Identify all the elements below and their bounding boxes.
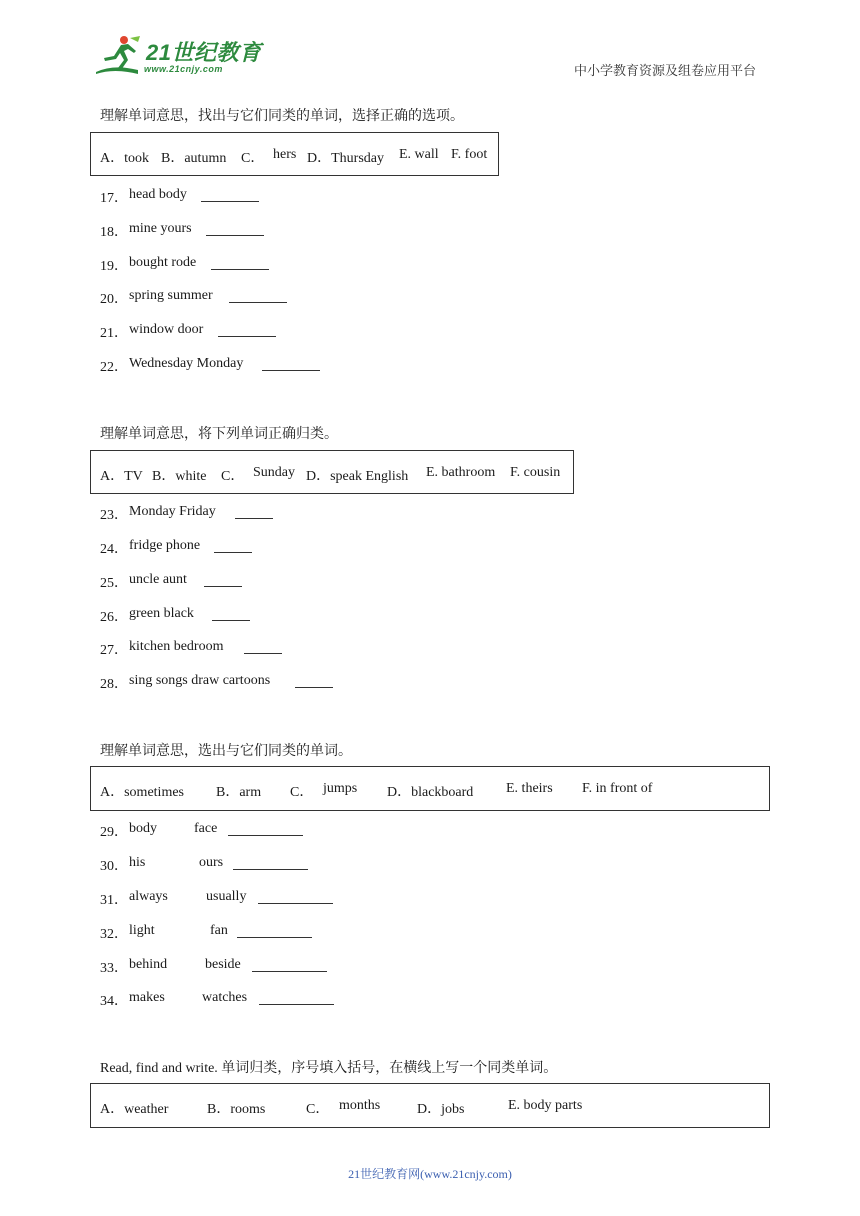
answer-blank[interactable] [218, 322, 276, 337]
answer-blank[interactable] [206, 221, 264, 236]
option-f: F. in front of [582, 781, 653, 796]
option-d: D．jobs [417, 1102, 465, 1117]
option-d: D．blackboard [387, 785, 474, 800]
option-c-word: Sunday [253, 465, 295, 480]
answer-blank[interactable] [229, 288, 287, 303]
answer-blank[interactable] [211, 255, 269, 270]
answer-blank[interactable] [214, 538, 252, 553]
answer-blank[interactable] [228, 821, 303, 836]
option-a: A．weather [100, 1102, 169, 1117]
answer-blank[interactable] [259, 990, 334, 1005]
option-c: C． [221, 469, 245, 484]
option-c: C． [241, 151, 265, 166]
option-d: D．speak English [306, 469, 409, 484]
answer-blank[interactable] [235, 504, 273, 519]
option-c: C． [290, 785, 314, 800]
option-b: B．arm [216, 785, 262, 800]
answer-blank[interactable] [244, 639, 282, 654]
option-c-word: hers [273, 147, 297, 162]
option-b: B．white [152, 469, 207, 484]
answer-blank[interactable] [295, 673, 333, 688]
option-e: E. bathroom [426, 465, 496, 480]
answer-blank[interactable] [262, 356, 320, 371]
option-f: F. foot [451, 147, 488, 162]
option-d: D．Thursday [307, 151, 384, 166]
section-3-title: 理解单词意思，选出与它们同类的单词。 [100, 744, 352, 759]
option-b: B．rooms [207, 1102, 266, 1117]
answer-blank[interactable] [201, 187, 259, 202]
answer-blank[interactable] [258, 889, 333, 904]
runner-logo-icon [94, 34, 142, 76]
section-3-options-box [90, 766, 770, 811]
platform-title: 中小学教育资源及组卷应用平台 [574, 63, 757, 78]
section-4-options-box [90, 1083, 770, 1128]
answer-blank[interactable] [252, 957, 327, 972]
answer-blank[interactable] [237, 923, 312, 938]
answer-blank[interactable] [212, 606, 250, 621]
option-e: E. body parts [508, 1098, 583, 1113]
logo-text: 21世纪教育 [146, 40, 262, 65]
answer-blank[interactable] [233, 855, 308, 870]
section-2-title: 理解单词意思，将下列单词正确归类。 [100, 427, 338, 442]
option-e: E. theirs [506, 781, 553, 796]
section-1-options-box [90, 132, 499, 176]
logo [94, 34, 264, 80]
logo-url: www.21cnjy.com [144, 64, 223, 74]
section-4-title: Read, find and write. 单词归类，序号填入括号，在横线上写一个同类单词。 [100, 1061, 558, 1076]
section-2-options-box [90, 450, 574, 494]
option-c: C． [306, 1102, 330, 1117]
option-a: A．took [100, 151, 149, 166]
footer-source: 21世纪教育网(www.21cnjy.com) [348, 1167, 512, 1181]
option-e: E. wall [399, 147, 439, 162]
option-a: A．sometimes [100, 785, 184, 800]
option-c-word: jumps [323, 781, 358, 796]
option-a: A．TV [100, 469, 143, 484]
option-f: F. cousin [510, 465, 561, 480]
option-b: B．autumn [161, 151, 227, 166]
answer-blank[interactable] [204, 572, 242, 587]
option-c-word: months [339, 1098, 381, 1113]
section-1-title: 理解单词意思，找出与它们同类的单词，选择正确的选项。 [100, 109, 464, 124]
